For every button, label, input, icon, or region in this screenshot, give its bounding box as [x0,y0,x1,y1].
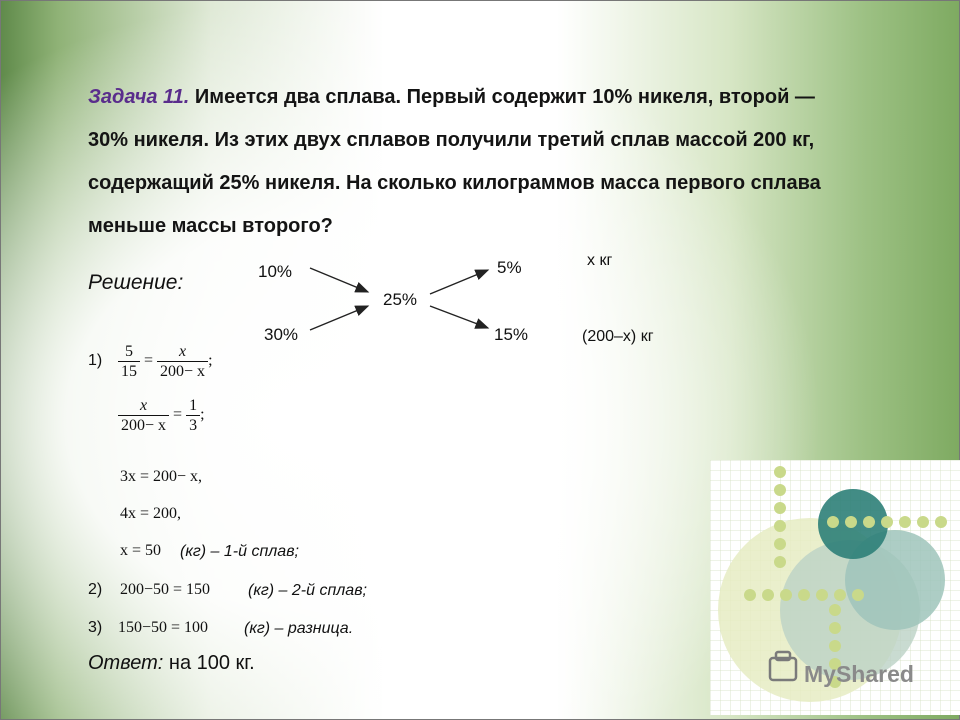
solution-heading: Решение: [88,271,184,294]
decorative-circles-graphic [710,460,960,715]
answer-label: Ответ: [88,652,164,674]
task-text: Имеется два сплава. Первый содержит 10% никеля, второй — 30% никеля. Из этих двух сплавов получили третий сплав массой 200 кг, содержащий 25% никеля. На сколько килограммов масса первого сплава меньше массы второго? [88,86,821,237]
diff2-percent: 15% [494,325,529,344]
step2-number: 2) [88,581,103,598]
mass1-label: х кг [587,252,613,269]
note-difference: (кг) – разница. [244,620,354,637]
diff1-percent: 5% [497,258,522,277]
equation-150minus50: 150−50 = 100 [118,619,209,636]
fraction-5-15: $\frac{5}{15}$ [118,342,140,381]
step1-simplified: $\frac{x}{200- x}$ = $\frac{1}{3}$ ; [118,396,205,435]
answer-line [88,652,255,675]
arrow-alloy2-to-mix [310,306,368,330]
arrow-mix-to-diff1 [430,270,488,294]
fraction-1-3: $\frac{1}{3}$ [186,396,200,435]
note-second-alloy: (кг) – 2-й сплав; [248,582,367,599]
task-label: Задача 11. [88,86,190,108]
mix-percent: 25% [383,290,418,309]
arrow-alloy1-to-mix [310,268,368,292]
mass2-label: (200–х) кг [582,328,654,345]
fraction-x-200minusx: $\frac{x}{200- x}$ [157,342,208,381]
step1-proportion: $\frac{5}{15}$ = $\frac{x}{200- x}$ ; [118,342,213,381]
watermark-text: MyShared [804,661,914,687]
step1-number: 1) [88,352,103,369]
equation-x50: x = 50 [120,542,162,559]
arrow-mix-to-diff2 [430,306,488,328]
equation-3x: 3x = 200− x, [120,468,203,485]
step3-number: 3) [88,619,103,636]
equation-4x: 4x = 200, [120,505,182,522]
note-first-alloy: (кг) – 1-й сплав; [180,543,299,560]
circles-illustration [710,460,960,715]
answer-value: на 100 кг. [168,652,255,674]
equation-200minus50: 200−50 = 150 [120,581,211,598]
alloy2-percent: 30% [264,325,299,344]
fraction-x-200minusx-2: $\frac{x}{200- x}$ [118,396,169,435]
alloy1-percent: 10% [258,262,293,281]
